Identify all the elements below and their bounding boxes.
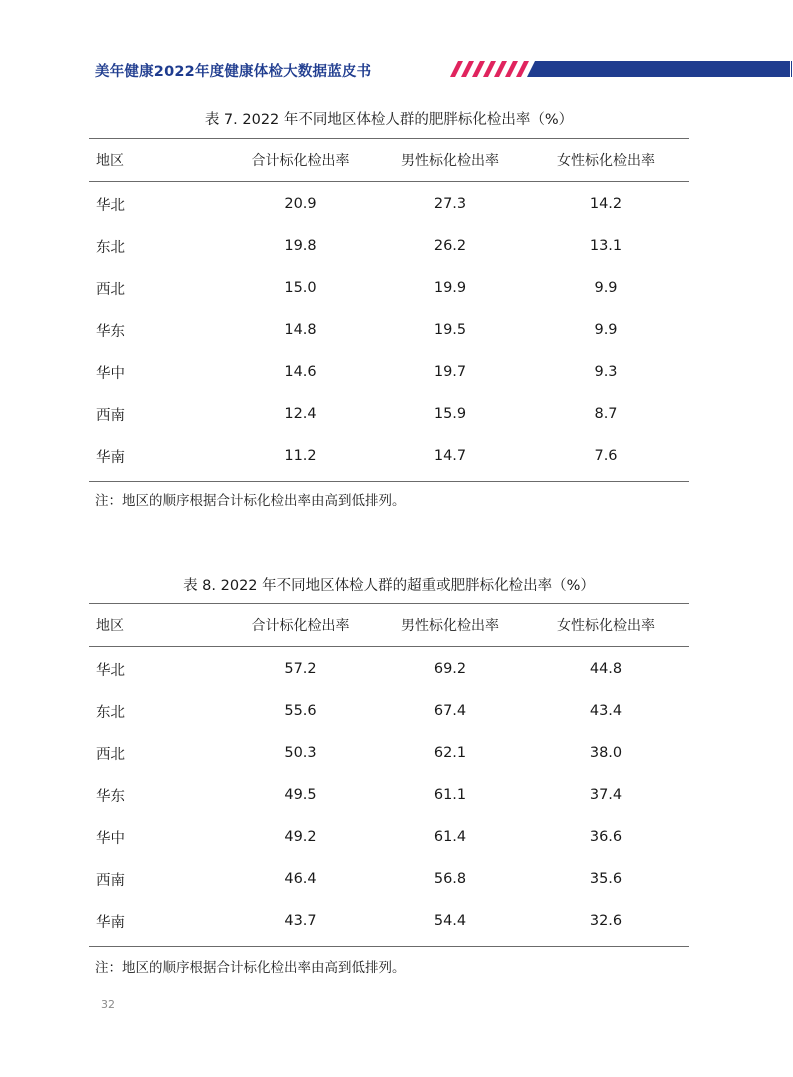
column-header-male: 男性标化检出率 [401,618,499,634]
table-body [89,182,689,482]
region-cell: 东北 [96,704,125,721]
total-rate-cell: 43.7 [284,913,317,929]
male-rate-cell: 14.7 [433,448,467,464]
obesity-rate-table [89,138,689,482]
table-row [89,267,689,309]
region-cell: 东北 [96,239,125,256]
total-rate-cell: 12.4 [284,406,317,422]
column-header-male: 男性标化检出率 [401,153,499,169]
table-header-row [89,603,689,647]
total-rate-cell: 50.3 [284,745,317,761]
male-rate-cell: 69.2 [433,661,467,677]
table-row [89,183,689,225]
table-body [89,647,689,947]
male-rate-cell: 62.1 [433,745,467,761]
report-title: 美年健康2022年度健康体检大数据蓝皮书 [95,64,372,80]
table-note: 注：地区的顺序根据合计标化检出率由高到低排列。 [95,960,406,976]
total-rate-cell: 20.9 [284,196,317,212]
total-rate-cell: 49.2 [284,829,317,845]
table-row [89,732,689,774]
blue-header-bar-end [791,61,792,77]
page-header [95,59,697,81]
female-rate-cell: 14.2 [589,196,623,212]
female-rate-cell: 7.6 [594,448,618,464]
male-rate-cell: 56.8 [433,871,467,887]
table-row [89,816,689,858]
female-rate-cell: 9.9 [594,322,618,338]
red-diagonal-stripes [450,61,529,77]
table-caption: 表 7. 2022 年不同地区体检人群的肥胖标化检出率（%） [204,112,574,128]
overweight-obesity-rate-table [89,603,689,947]
table-caption: 表 8. 2022 年不同地区体检人群的超重或肥胖标化检出率（%） [183,578,595,594]
female-rate-cell: 44.8 [589,661,623,677]
female-rate-cell: 35.6 [589,871,623,887]
total-rate-cell: 15.0 [284,280,317,296]
female-rate-cell: 8.7 [594,406,618,422]
total-rate-cell: 14.8 [284,322,317,338]
region-cell: 华北 [96,197,125,214]
region-cell: 华东 [96,788,125,805]
table-row [89,774,689,816]
total-rate-cell: 55.6 [284,703,317,719]
female-rate-cell: 9.3 [594,364,618,380]
total-rate-cell: 14.6 [284,364,317,380]
male-rate-cell: 19.7 [433,364,467,380]
table-row [89,309,689,351]
male-rate-cell: 27.3 [433,196,467,212]
male-rate-cell: 15.9 [433,406,467,422]
female-rate-cell: 13.1 [589,238,623,254]
table-row [89,393,689,435]
region-cell: 西北 [96,746,125,763]
male-rate-cell: 26.2 [433,238,467,254]
table-row [89,690,689,732]
table-row [89,900,689,942]
column-header-female: 女性标化检出率 [557,153,655,169]
table-row [89,435,689,477]
region-cell: 华南 [96,449,125,466]
table-row [89,648,689,690]
male-rate-cell: 54.4 [433,913,467,929]
region-cell: 西南 [96,872,125,889]
page-number: 32 [101,998,115,1011]
region-cell: 西南 [96,407,125,424]
table-row [89,351,689,393]
male-rate-cell: 19.5 [433,322,467,338]
blue-header-bar [527,61,790,77]
region-cell: 西北 [96,281,125,298]
column-header-region: 地区 [96,153,124,169]
female-rate-cell: 38.0 [589,745,623,761]
header-stripe-decoration [450,61,792,77]
male-rate-cell: 19.9 [433,280,467,296]
female-rate-cell: 36.6 [589,829,623,845]
total-rate-cell: 57.2 [284,661,317,677]
table-row [89,858,689,900]
region-cell: 华中 [96,830,125,847]
column-header-total: 合计标化检出率 [251,618,350,634]
region-cell: 华中 [96,365,125,382]
total-rate-cell: 11.2 [284,448,317,464]
total-rate-cell: 49.5 [284,787,317,803]
female-rate-cell: 43.4 [589,703,623,719]
female-rate-cell: 9.9 [594,280,618,296]
total-rate-cell: 46.4 [284,871,317,887]
column-header-region: 地区 [96,618,124,634]
region-cell: 华北 [96,662,125,679]
female-rate-cell: 32.6 [589,913,623,929]
column-header-total: 合计标化检出率 [251,153,350,169]
table-row [89,225,689,267]
region-cell: 华东 [96,323,125,340]
female-rate-cell: 37.4 [589,787,623,803]
male-rate-cell: 67.4 [433,703,467,719]
total-rate-cell: 19.8 [284,238,317,254]
region-cell: 华南 [96,914,125,931]
male-rate-cell: 61.4 [433,829,467,845]
table-header-row [89,138,689,182]
table-note: 注：地区的顺序根据合计标化检出率由高到低排列。 [95,493,406,509]
column-header-female: 女性标化检出率 [557,618,655,634]
male-rate-cell: 61.1 [433,787,467,803]
